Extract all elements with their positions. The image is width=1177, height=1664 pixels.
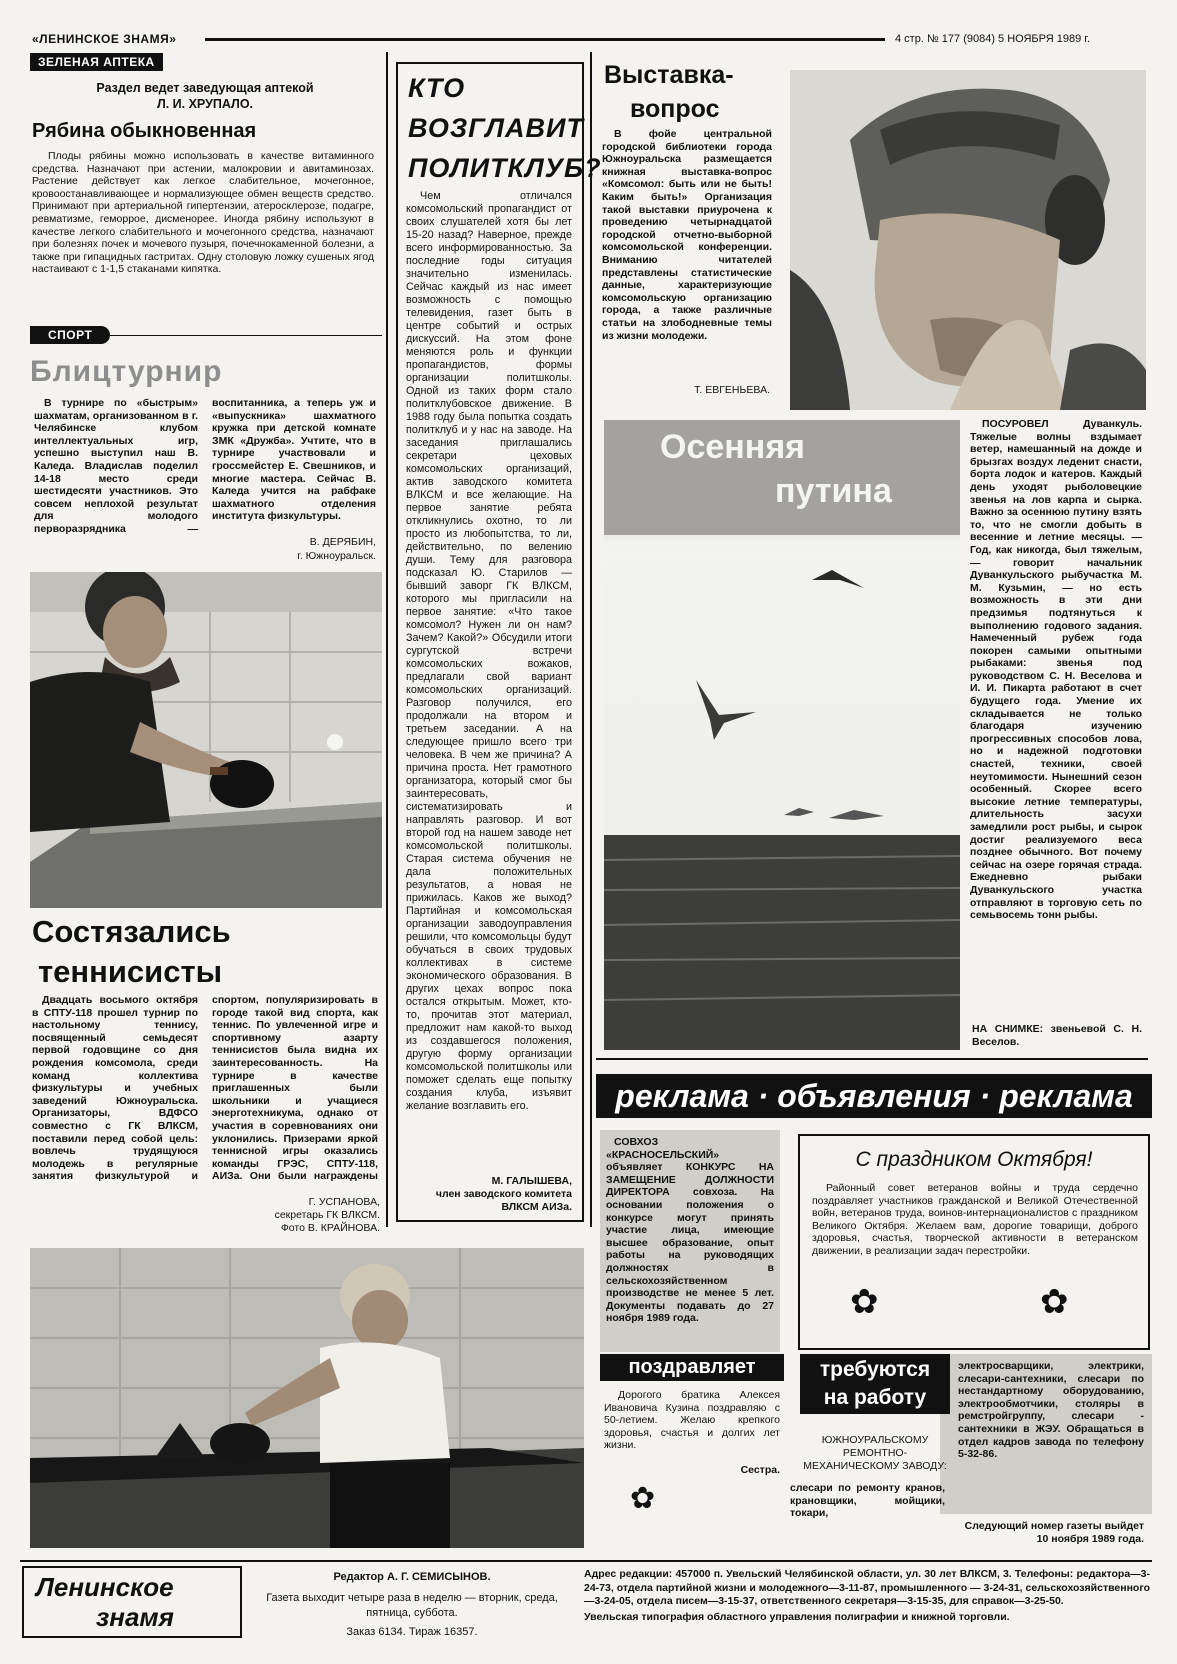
tennis-photo-credit: Фото В. КРАЙНОВА. <box>280 1222 380 1234</box>
fishing-title-line1: Осенняя <box>660 428 806 466</box>
pharmacy-editor-line1: Раздел ведет заведующая аптекой <box>96 81 314 95</box>
footer-logo-line1: Ленинское <box>36 1572 174 1602</box>
tennis-signature-title: секретарь ГК ВЛКСМ. <box>274 1209 380 1221</box>
jobs-list-right: электросварщики, электрики, слесари-сантехники, слесари по нестандартному оборудованию, электрообмотчики, столяры в ремстройгруппу, слесари - сантехники в ЖЭУ. Обращаться в отдел кадров завода по телефону 5-32-86. <box>958 1360 1144 1461</box>
pharmacy-title: Рябина обыкновенная <box>32 120 257 142</box>
boy-tennis-photo <box>30 1248 584 1548</box>
politclub-title-line1: КТО <box>408 73 466 103</box>
rubric-pharmacy: ЗЕЛЕНАЯ АПТЕКА <box>30 53 163 71</box>
exhibition-title-line1: Выставка- <box>604 61 734 89</box>
masthead: «ЛЕНИНСКОЕ ЗНАМЯ» <box>32 32 177 46</box>
footer-order: Заказ 6134. Тираж 16357. <box>346 1626 478 1638</box>
jobs-company: ЮЖНОУРАЛЬСКОМУ РЕМОНТНО-МЕХАНИЧЕСКОМУ ЗАВОДУ: <box>803 1434 947 1472</box>
blitz-signature <box>200 535 376 563</box>
tennis-title-line2: теннисисты <box>38 954 223 989</box>
blitz-title: Блицтурнир <box>30 355 223 388</box>
footer-address-block <box>584 1568 1150 1624</box>
carnation-icon: ✿ <box>850 1284 879 1321</box>
section-rule <box>596 1058 1148 1060</box>
tennis-title-line1: Состязались <box>32 914 231 949</box>
exhibition-signature: Т. ЕВГЕНЬЕВА. <box>694 384 770 396</box>
exhibition-text: В фойе центральной городской библиотеки города Южноуральска размещается книжная выставка-вопрос «Комсомол: быть или не быть! Каким быть!» Организация такой выставки приурочена к проведению четырнадцатой городской отчетно-выборной комсомольской конференции. Вниманию читателей представлены статистические данные, характеризующие комсомольскую организацию города, а также различные статьи на злободневные темы из жизни молодежи. <box>602 128 772 342</box>
tennis-signature-name: Г. УСПАНОВА, <box>308 1196 380 1208</box>
jobs-title-line2: на работу <box>823 1386 927 1409</box>
footer-editor: Редактор А. Г. СЕМИСЫНОВ. <box>333 1571 491 1583</box>
jobs-list-left: слесари по ремонту кранов, крановщики, мойщики, токари, <box>790 1482 945 1520</box>
column-rule <box>386 52 388 1227</box>
tennis-signature <box>200 1196 380 1235</box>
politclub-signature <box>400 1175 572 1214</box>
holiday-ad <box>798 1134 1150 1350</box>
congrats-sign: Сестра. <box>740 1464 780 1476</box>
jobs-ad <box>790 1354 1152 1554</box>
exhibition-title-line2: вопрос <box>630 95 720 123</box>
blitz-signature-name: В. ДЕРЯБИН, <box>309 536 376 548</box>
fishing-text: ПОСУРОВЕЛ Дуванкуль. Тяжелые волны вздымает ветер, намешанный на дожде и брызгах воздух леденит снасти, борта лодок и катеров. Каждый день уходят рыболовецкие звенья на лов карпа и сырка. Важно за осеннюю путину взять то, что не смогли добыть в весенние и летние месяцы. — Год, как никогда, был тяжелым, — говорит начальник Дуванкульского рыбучастка М. М. Кузьмин, — но есть возможность в эти дни предзимья подтянуться к выполнению годового задания. Намеченный рубеж года покорен самыми опытными рыбаками: звенья под руководством С. Н. Веселова и И. И. Пикарта работают в счет будущего года. Умение их складывается не только благодаря изучению прогрессивных способов лова, но и надежной подготовки снастей, техники, своей неутомимости. Нынешний сезон особенный. Скорее всего высокие летние температуры, длительность засухи замедлили рост рыбы, и сырок достиг реализуемого веса позднее обычного. Вот почему сейчас на озере горячая страда. Ежедневно рыбаки Дуванкульского участка отправляют в торговую сеть по семьвосемь тонн рыбы. <box>970 418 1142 922</box>
carnation-icon: ✿ <box>630 1482 656 1515</box>
pharmacy-editor-line2: Л. И. ХРУПАЛО. <box>156 97 254 111</box>
politclub-signature-title: член заводского комитета ВЛКСМ АИЗа. <box>435 1188 572 1213</box>
sovkhoz-text: СОВХОЗ «КРАСНОСЕЛЬСКИЙ» объявляет КОНКУРС НА ЗАМЕЩЕНИЕ ДОЛЖНОСТИ ДИРЕКТОРА совхоза. На основании положения о конкурсе могут принять участие лица, имеющие высшее образование, опыт работы на руководящих должностях в сельскохозяйственном производстве не менее 5 лет. Документы подавать до 27 ноября 1989 года. <box>606 1136 774 1325</box>
tennis-text: Двадцать восьмого октября в СПТУ-118 прошел турнир по настольному теннису, посвященный семьдесят первой годовщине со дня рождения комсомола, среди команд коллектива физкультуры и учебных заведений Южноуральска. Организаторы, ВДФСО совместно с ГК ВЛКСМ, поставили перед собой цель: вовлечь трудящуюся молодежь в регулярные занятия физкультурой и спортом, популяризировать в городе такой вид спорта, как теннис. По увлеченной игре и спортивному азарту теннисистов была видна их заинтересованность. На турнире в качестве приглашенных были школьники и учащиеся энерготехникума, однако от участия в соревнованиях они уклонились. Призерами яркой теннисной игры оказались команды ГРЭС, СПТУ-118, АИЗа. Они были награждены <box>32 994 378 1183</box>
jobs-title-line1: требуются <box>819 1358 931 1381</box>
holiday-title: С праздником Октября! <box>855 1148 1093 1171</box>
politclub-title <box>408 68 602 188</box>
footer-logo <box>22 1566 242 1638</box>
rubric-sport: СПОРТ <box>30 326 110 344</box>
ads-banner: реклама · объявления · реклама <box>596 1074 1152 1118</box>
exhibition-title <box>604 58 784 126</box>
footer-logo-line2: знамя <box>96 1602 174 1632</box>
fishing-caption: НА СНИМКЕ: звеньевой С. Н. Веселов. <box>972 1023 1142 1048</box>
blitz-signature-city: г. Южноуральск. <box>297 550 376 562</box>
issue-info: 4 стр. № 177 (9084) 5 НОЯБРЯ 1989 г. <box>895 33 1091 45</box>
jobs-title <box>800 1354 950 1414</box>
pharmacy-editor <box>30 80 380 112</box>
congrats-text: Дорогого братика Алексея Ивановича Кузина поздравляю с 50-летием. Желаю крепкого здоровья, счастья и долгих лет жизни. <box>604 1389 780 1452</box>
congrats-ad <box>600 1354 784 1529</box>
congrats-title: поздравляет <box>600 1354 784 1381</box>
tennis-player-photo <box>30 572 382 908</box>
fisherman-photo <box>790 70 1146 410</box>
header-rule <box>205 38 885 41</box>
column-rule <box>590 52 592 1227</box>
sovkhoz-ad <box>600 1130 780 1352</box>
politclub-title-line2: ВОЗГЛАВИТ <box>408 113 584 143</box>
politclub-text: Чем отличался комсомольский пропагандист от своих слушателей хотя бы лет 15-20 назад? Наверное, прежде всего информированностью. За последние годы ситуация значительно изменилась. Сейчас каждый из нас имеет возможность с помощью телевидения, газет быть в центре событий и острых дискуссий. На этом фоне меняются роль и функции пропагандистов, формы организации политшколы. Одной из таких форм стало политклубовское движение. В 1988 году была попытка создать политклуб и у нас на заводе. На заседания приглашались секретари цеховых комсомольских организаций, актив заводского комитета ВЛКСМ и все желающие. На первое занятие ребята откликнулись охотно, то ли просто из любопытства, то ли, действительно, по велению души. Тему для разговора подсказал Ю. Старилов — бывший заворг ГК ВЛКСМ, которого мы пригласили на первое занятие: «Что такое комсомол? Нужен ли он нам? Зачем? Какой?» Обсудили итоги сургутской встречи комсомольских вожаков, предлагали свой вариант комсомольских организаций. Разговор получился, его продолжали на втором и третьем заседании. А на следующее пришло всего три человека. В чем же причина? А причина проста. Нет грамотного организатора, который смог бы заинтересовать, систематизировать и направлять разговор. И вот второй год на нашем заводе нет комсомольской политшколы. Старая система обучения не дала положительных результатов, а новая не прижилась. Каков же выход? Партийная и комсомольская организации заводоуправления решили, что комсомольцы будут обучаться в своих трудовых коллективах в системе экономического образования. В других цехах вопрос пока остался открытым. Может, кто-то, прочитав этот материал, предложит нам какой-то выход из создавшегося положения, другую форму организации комсомольской политшколы или поможет сделать еще попытку создания клуба, изъявит желание возглавить его. <box>406 190 572 1112</box>
blitz-text: В турнире по «быстрым» шахматам, организованном в г. Челябинске клубом интеллектуальных игр, успешно выступил наш В. Каледа. Владислав поделил 14-18 место среди шестидесяти участников. Это совсем неплохой результат для молодого перворазрядника — воспитанника, а теперь уж и «выпускника» шахматного кружка при детской комнате ЗМК «Дружба». Учтите, что в турнире участвовали и гроссмейстер Е. Свешников, и многие мастера. Сейчас В. Каледа учится на рабфаке шахматного отделения института физкультуры. <box>34 397 376 535</box>
footer-editor-block <box>252 1570 572 1640</box>
next-issue: Следующий номер газеты выйдет 10 ноября 1989 года. <box>964 1520 1144 1545</box>
tennis-title <box>32 912 231 992</box>
fishing-title <box>660 425 940 513</box>
holiday-text: Районный совет ветеранов войны и труда сердечно поздравляет участников гражданской и Великой Отечественной войн, ветеранов труда, воинов-интернационалистов с праздником Великого Октября. Желаем вам, дорогие товарищи, доброго здоровья, счастья, творческой активности в ветеранском движении, в реализации задач перестройки. <box>812 1182 1138 1257</box>
fishing-title-line2: путина <box>775 472 892 510</box>
politclub-title-line3: ПОЛИТКЛУБ? <box>408 153 602 183</box>
footer-printer: Увельская типография областного управления полиграфии и книжной торговли. <box>584 1610 1010 1623</box>
politclub-signature-name: М. ГАЛЫШЕВА, <box>491 1175 572 1187</box>
pharmacy-text: Плоды рябины можно использовать в качестве витаминного средства. Назначают при астении, малокровии и авитаминозах. Растение действует как легкое слабительное, мочегонное, кровоостанавливающее и нормализующее обмен веществ средство. Принимают при артериальной гипертензии, атеросклерозе, подагре, ревматизме, геморрое, дисменорее. Иногда рябину используют в качестве легкого слабительного и мочегонного средства, назначают при болезнях почек и мочевого пузыря, почечнокаменной болезни, а также при гипацидных гастритах. Одну столовую ложку сушеных ягод настаивают с 1-1,5 стаканами кипятка. <box>32 150 374 276</box>
footer-address: Адрес редакции: 457000 п. Увельский Челябинской области, ул. 30 лет ВЛКСМ, 3. Телефоны: редактора—3-24-73, отдела партийной жизни и молодежного—3-11-87, промышленного — 3-24-31, сельскохозяйственного—3-24-05, отдела писем—3-15-37, ответственного секретаря—3-15-35, для справок—3-25-50. <box>584 1568 1150 1607</box>
seagulls-photo <box>604 420 960 1050</box>
footer-rule <box>20 1560 1152 1562</box>
footer-schedule: Газета выходит четыре раза в неделю — вторник, среда, пятница, суббота. <box>266 1592 558 1619</box>
carnation-icon: ✿ <box>1040 1284 1069 1321</box>
